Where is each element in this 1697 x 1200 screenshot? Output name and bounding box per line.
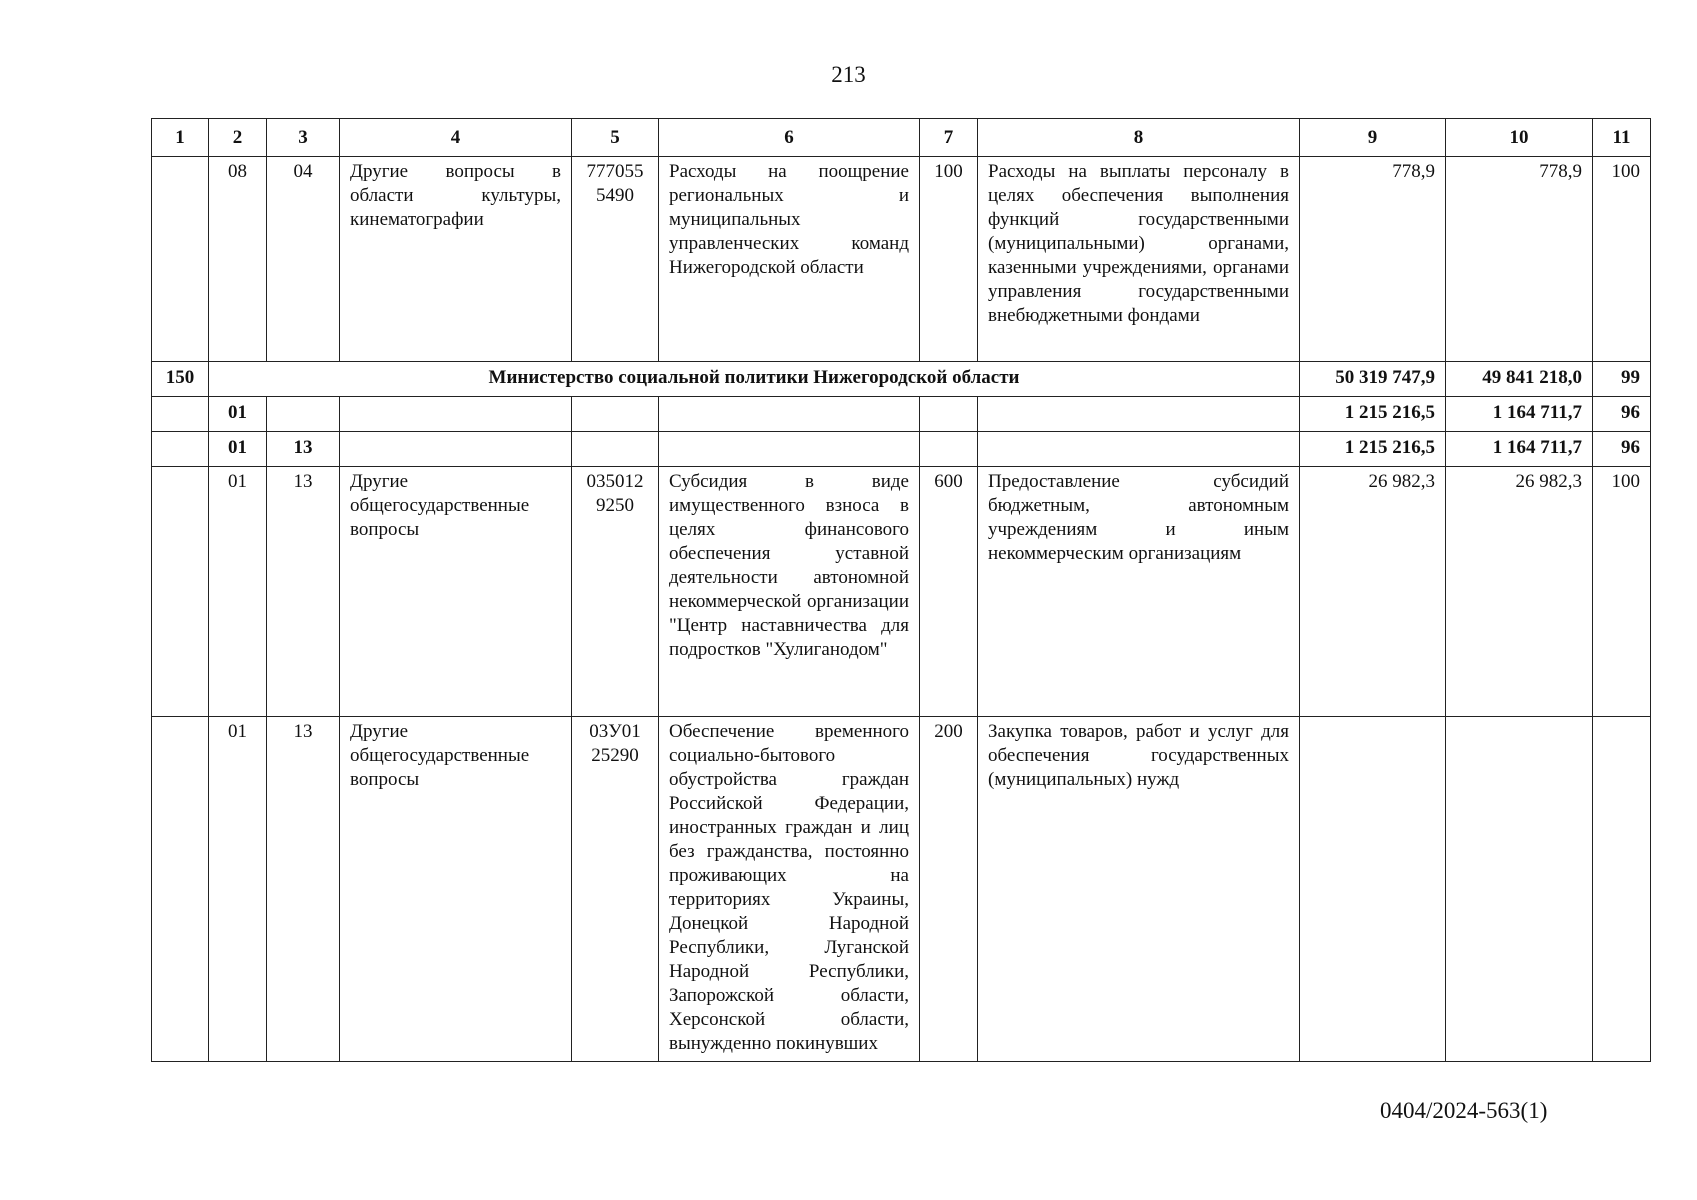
cell-percent: 100 <box>1593 467 1651 717</box>
cell-executed: 1 164 711,7 <box>1446 397 1593 432</box>
cell-percent: 96 <box>1593 432 1651 467</box>
cell-target-article-name: Субсидия в виде имущественного взноса в целях финансового обеспечения уставной деятельности автономной некоммерческой организации "Центр наставничества для подростков "Хулиганодом" <box>659 467 920 717</box>
header-cell: 2 <box>209 119 267 157</box>
cell-planned: 778,9 <box>1300 157 1446 362</box>
cell-target-article: 03У01 25290 <box>572 717 659 1062</box>
cell-planned: 26 982,3 <box>1300 467 1446 717</box>
document-code: 0404/2024-563(1) <box>1380 1098 1548 1123</box>
cell-planned <box>1300 717 1446 1062</box>
cell-percent: 100 <box>1593 157 1651 362</box>
cell-executed: 26 982,3 <box>1446 467 1593 717</box>
header-cell: 5 <box>572 119 659 157</box>
cell-subsection: 13 <box>267 467 340 717</box>
cell-expense-type-name: Расходы на выплаты персоналу в целях обеспечения выполнения функций государственными (муниципальными) органами, казенными учреждениями, органами управления государственными внебюджетными фондами <box>978 157 1300 362</box>
header-cell: 7 <box>920 119 978 157</box>
cell-target-article: 777055 5490 <box>572 157 659 362</box>
header-cell: 1 <box>152 119 209 157</box>
cell-subsection-name: Другие вопросы в области культуры, кинематографии <box>340 157 572 362</box>
cell-target-article-name: Расходы на поощрение региональных и муниципальных управленческих команд Нижегородской области <box>659 157 920 362</box>
table-row-subsection <box>152 432 1651 467</box>
cell-expense-type: 100 <box>920 157 978 362</box>
cell-expense-type-name: Предоставление субсидий бюджетным, автономным учреждениям и иным некоммерческим организациям <box>978 467 1300 717</box>
header-cell: 8 <box>978 119 1300 157</box>
table-row <box>152 717 1651 1062</box>
cell-target-article: 035012 9250 <box>572 467 659 717</box>
cell-expense-type: 600 <box>920 467 978 717</box>
cell-executed <box>1446 717 1593 1062</box>
cell-subsection-name: Другие общегосударственные вопросы <box>340 467 572 717</box>
cell-admin-code: 150 <box>152 362 209 397</box>
header-cell: 3 <box>267 119 340 157</box>
cell-subsection: 13 <box>267 432 340 467</box>
cell-subsection: 04 <box>267 157 340 362</box>
page-number: 213 <box>831 62 866 87</box>
cell-section: 01 <box>209 467 267 717</box>
table-row <box>152 467 1651 717</box>
cell-executed: 49 841 218,0 <box>1446 362 1593 397</box>
header-cell: 4 <box>340 119 572 157</box>
cell-expense-type: 200 <box>920 717 978 1062</box>
cell-planned: 1 215 216,5 <box>1300 397 1446 432</box>
cell-percent <box>1593 717 1651 1062</box>
cell-percent: 96 <box>1593 397 1651 432</box>
header-cell: 11 <box>1593 119 1651 157</box>
cell-percent: 99 <box>1593 362 1651 397</box>
table-header-row <box>152 119 1651 157</box>
cell-section: 08 <box>209 157 267 362</box>
cell-expense-type-name: Закупка товаров, работ и услуг для обеспечения государственных (муниципальных) нужд <box>978 717 1300 1062</box>
ministry-title: Министерство социальной политики Нижегородской области <box>209 362 1300 397</box>
cell-planned: 50 319 747,9 <box>1300 362 1446 397</box>
header-cell: 9 <box>1300 119 1446 157</box>
cell-section: 01 <box>209 432 267 467</box>
cell-target-article-name: Обеспечение временного социально-бытового обустройства граждан Российской Федерации, иностранных граждан и лиц без гражданства, постоянно проживающих на территориях Украины, Донецкой Народной Республики, Луганской Народной Республики, Запорожской области, Херсонской области, вынужденно покинувших <box>659 717 920 1062</box>
cell-admin-code <box>152 157 209 362</box>
cell-executed: 1 164 711,7 <box>1446 432 1593 467</box>
table-row-section <box>152 397 1651 432</box>
cell-section: 01 <box>209 397 267 432</box>
table-row <box>152 157 1651 362</box>
cell-planned: 1 215 216,5 <box>1300 432 1446 467</box>
cell-subsection: 13 <box>267 717 340 1062</box>
header-cell: 10 <box>1446 119 1593 157</box>
budget-table <box>151 118 1651 1062</box>
table-row-ministry <box>152 362 1651 397</box>
cell-subsection-name: Другие общегосударственные вопросы <box>340 717 572 1062</box>
header-cell: 6 <box>659 119 920 157</box>
cell-executed: 778,9 <box>1446 157 1593 362</box>
cell-section: 01 <box>209 717 267 1062</box>
